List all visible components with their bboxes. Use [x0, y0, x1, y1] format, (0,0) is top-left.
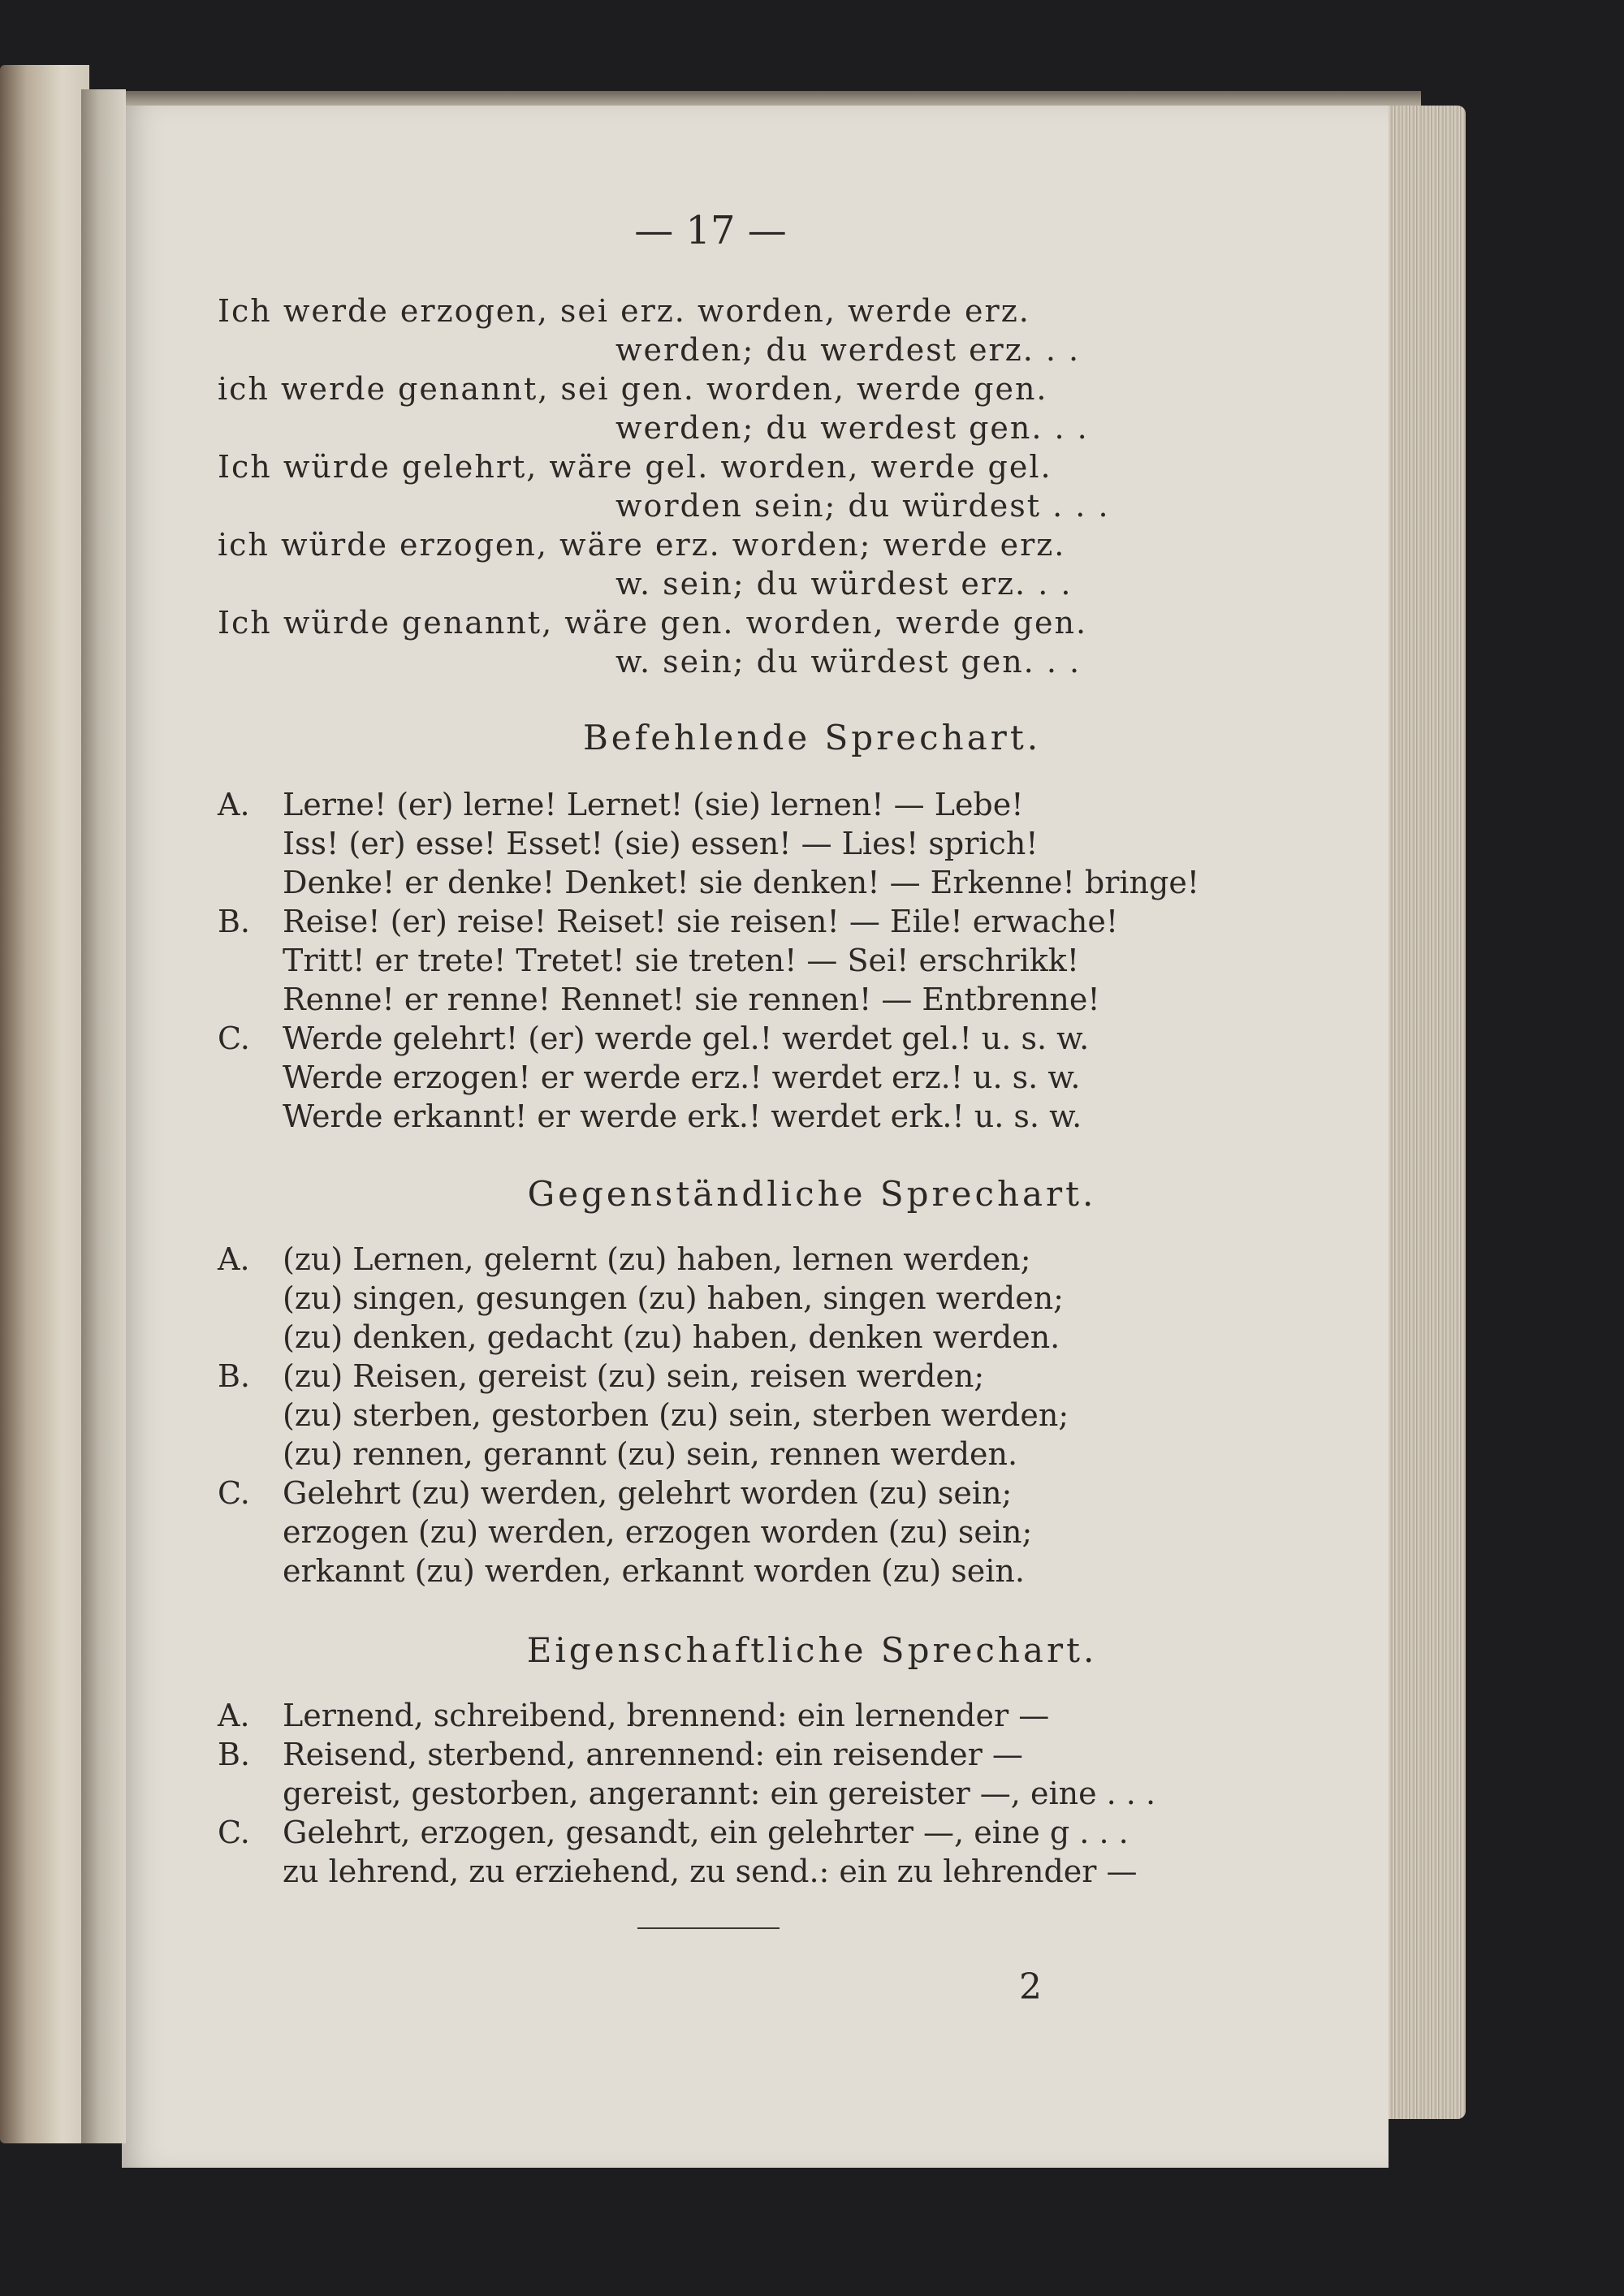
- section-line-text: Renne! er renne! Rennet! sie rennen! — Entbrenne!: [283, 982, 1100, 1017]
- section-line: [0, 786, 1024, 823]
- closing-rule: [637, 1927, 780, 1929]
- signature-mark: 2: [1019, 1966, 1042, 2008]
- conjugation-line: worden sein; du würdest . . .: [615, 488, 1110, 524]
- section-line: [0, 1814, 1129, 1851]
- section-line-text: Lernend, schreibend, brennend: ein lernender —: [283, 1698, 1050, 1733]
- section-line-text: (zu) Reisen, gereist (zu) sein, reisen werden;: [283, 1358, 985, 1394]
- section-heading: Eigenschaftliche Sprechart.: [526, 1630, 1098, 1670]
- conjugation-line: w. sein; du würdest erz. . .: [615, 566, 1073, 602]
- conjugation-line: Ich werde erzogen, sei erz. worden, werde erz.: [218, 293, 1030, 329]
- section-line: [0, 903, 1118, 940]
- section-line-text: (zu) Lernen, gelernt (zu) haben, lernen werden;: [283, 1241, 1031, 1277]
- section-label: B.: [218, 1737, 251, 1772]
- section-line-text: (zu) sterben, gestorben (zu) sein, sterben werden;: [283, 1397, 1069, 1433]
- section-line: [0, 1736, 1023, 1773]
- section-line-text: Reisend, sterbend, anrennend: ein reisender —: [283, 1737, 1023, 1772]
- page-number: — 17 —: [634, 208, 787, 253]
- section-line: [0, 1474, 1012, 1512]
- conjugation-line: w. sein; du würdest gen. . .: [615, 644, 1082, 680]
- section-line-text: Werde erzogen! er werde erz.! werdet erz.! u. s. w.: [283, 1060, 1081, 1095]
- section-label: C.: [218, 1021, 250, 1056]
- section-label: C.: [218, 1475, 250, 1511]
- conjugation-line: ich werde genannt, sei gen. worden, werde gen.: [218, 371, 1048, 407]
- section-line-text: (zu) singen, gesungen (zu) haben, singen werden;: [283, 1280, 1064, 1316]
- section-label: A.: [218, 1698, 250, 1733]
- section-line-text: Gelehrt, erzogen, gesandt, ein gelehrter —, eine g . . .: [283, 1815, 1129, 1850]
- section-line-text: (zu) rennen, gerannt (zu) sein, rennen werden.: [283, 1436, 1018, 1472]
- section-label: A.: [218, 787, 250, 822]
- conjugation-line: werden; du werdest erz. . .: [615, 332, 1081, 368]
- section-line: [0, 1697, 1049, 1734]
- section-line: [0, 1357, 984, 1395]
- section-heading: Befehlende Sprechart.: [582, 718, 1042, 757]
- section-line: [0, 1020, 1089, 1057]
- section-line-text: Tritt! er trete! Tretet! sie treten! — Sei! erschrikk!: [283, 943, 1080, 978]
- section-line-text: erkannt (zu) werden, erkannt worden (zu) sein.: [283, 1553, 1025, 1589]
- section-line-text: Werde gelehrt! (er) werde gel.! werdet gel.! u. s. w.: [283, 1021, 1090, 1056]
- section-label: B.: [218, 1358, 251, 1394]
- conjugation-line: ich würde erzogen, wäre erz. worden; werde erz.: [218, 527, 1066, 563]
- section-heading: Gegenständliche Sprechart.: [527, 1174, 1097, 1214]
- section-line-text: Reise! (er) reise! Reiset! sie reisen! — Eile! erwache!: [283, 904, 1119, 939]
- section-line-text: Iss! (er) esse! Esset! (sie) essen! — Lies! sprich!: [283, 826, 1039, 861]
- section-line-text: Gelehrt (zu) werden, gelehrt worden (zu) sein;: [283, 1475, 1013, 1511]
- conjugation-line: werden; du werdest gen. . .: [615, 410, 1089, 446]
- section-line-text: gereist, gestorben, angerannt: ein gereister —, eine . . .: [283, 1776, 1156, 1811]
- conjugation-line: Ich würde gelehrt, wäre gel. worden, werde gel.: [218, 449, 1052, 485]
- section-line-text: (zu) denken, gedacht (zu) haben, denken werden.: [283, 1319, 1060, 1355]
- section-label: C.: [218, 1815, 250, 1850]
- conjugation-line: Ich würde genannt, wäre gen. worden, werde gen.: [218, 605, 1088, 641]
- section-label: B.: [218, 904, 251, 939]
- section-line-text: Denke! er denke! Denket! sie denken! — Erkenne! bringe!: [283, 865, 1200, 900]
- section-line-text: Lerne! (er) lerne! Lernet! (sie) lernen! — Lebe!: [283, 787, 1024, 822]
- section-label: A.: [218, 1241, 250, 1277]
- section-line-text: zu lehrend, zu erziehend, zu send.: ein zu lehrender —: [283, 1854, 1138, 1889]
- section-line-text: erzogen (zu) werden, erzogen worden (zu) sein;: [283, 1514, 1033, 1550]
- section-line-text: Werde erkannt! er werde erk.! werdet erk.! u. s. w.: [283, 1098, 1082, 1134]
- section-line: [0, 1241, 1031, 1278]
